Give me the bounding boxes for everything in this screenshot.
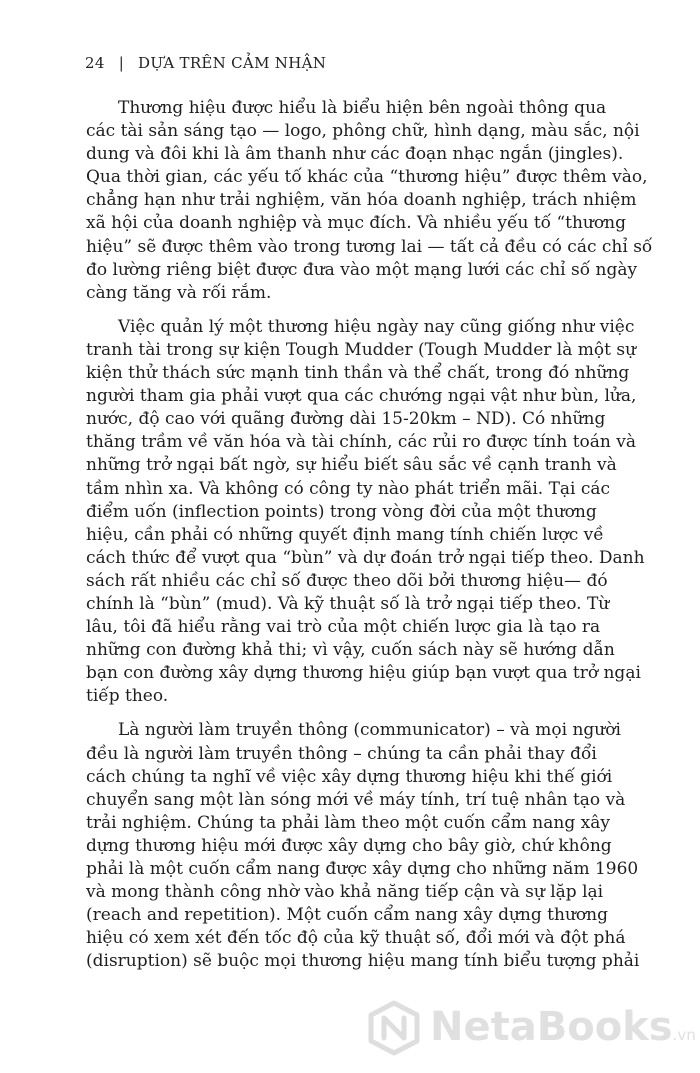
text-line: hiệu” sẽ được thêm vào trong tương lai — tất cả đều có các chỉ số [86,236,653,257]
text-line: bạn con đường xây dựng thương hiệu giúp bạn vượt qua trở ngại [86,663,641,684]
paragraph-1 [86,97,682,305]
page-number: 24 [85,54,105,72]
text-line: cách chúng ta nghĩ về việc xây dựng thương hiệu khi thế giới [86,766,613,787]
text-line: càng tăng và rối rắm. [86,282,272,303]
text-line: xã hội của doanh nghiệp và mục đích. Và nhiều yếu tố “thương [86,213,626,234]
text-line: dung và đôi khi là âm thanh như các đoạn nhạc ngắn (jingles). [86,144,624,165]
body-text [86,97,682,984]
text-line: (disruption) sẽ buộc mọi thương hiệu mang tính biểu tượng phải [86,951,640,972]
netabooks-logo-icon [366,1000,422,1056]
text-line: điểm uốn (inflection points) trong vòng đời của một thương [86,501,597,522]
text-line: tầm nhìn xa. Và không có công ty nào phát triển mãi. Tại các [86,478,611,499]
text-line: sách rất nhiều các chỉ số được theo dõi bởi thương hiệu— đó [86,570,608,591]
text-line: Thương hiệu được hiểu là biểu hiện bên ngoài thông qua [118,98,607,118]
text-line: chuyển sang một làn sóng mới về máy tính, trí tuệ nhân tạo và [86,789,626,810]
text-line: tiếp theo. [86,686,169,707]
text-line: trải nghiệm. Chúng ta phải làm theo một cuốn cẩm nang xây [86,812,610,833]
text-line: Qua thời gian, các yếu tố khác của “thương hiệu” được thêm vào, [86,167,648,188]
text-line: các tài sản sáng tạo — logo, phông chữ, hình dạng, màu sắc, nội [86,121,640,142]
watermark-brand-text: NetaBooks [430,1004,673,1050]
text-line: kiện thử thách sức mạnh tinh thần và thể chất, trong đó những [86,363,630,384]
chapter-title: DỰA TRÊN CẢM NHẬN [138,54,327,72]
text-line: tranh tài trong sự kiện Tough Mudder (Tough Mudder là một sự [86,339,637,360]
text-line: lâu, tôi đã hiểu rằng vai trò của một chiến lược gia là tạo ra [86,617,601,638]
text-line: (reach and repetition). Một cuốn cẩm nang xây dựng thương [86,905,608,926]
paragraph-3 [86,719,682,973]
text-line: cách thức để vượt qua “bùn” và dự đoán trở ngại tiếp theo. Danh [86,547,645,568]
text-line: chính là “bùn” (mud). Và kỹ thuật số là trở ngại tiếp theo. Từ [86,593,610,614]
text-line: những trở ngại bất ngờ, sự hiểu biết sâu sắc về cạnh tranh và [86,455,617,476]
text-line: phải là một cuốn cẩm nang được xây dựng cho những năm 1960 [86,859,639,879]
text-line: chẳng hạn như trải nghiệm, văn hóa doanh nghiệp, trách nhiệm [86,190,637,211]
text-line: Là người làm truyền thông (communicator) – và mọi người [118,720,621,741]
watermark [366,992,696,1064]
text-line: những con đường khả thi; vì vậy, cuốn sách này sẽ hướng dẫn [86,640,615,661]
text-line: nước, độ cao với quãng đường dài 15-20km – ND). Có những [86,409,606,430]
header-separator: | [118,54,125,72]
text-line: hiệu, cần phải có những quyết định mang tính chiến lược về [86,524,604,545]
text-line: hiệu có xem xét đến tốc độ của kỹ thuật số, đổi mới và đột phá [86,928,626,949]
text-line: đều là người làm truyền thông – chúng ta cần phải thay đổi [86,743,597,764]
text-line: thăng trầm về văn hóa và tài chính, các rủi ro được tính toán và [86,432,637,453]
text-line: người tham gia phải vượt qua các chướng ngại vật như bùn, lửa, [86,386,637,407]
watermark-suffix: .vn [672,1026,696,1044]
text-line: dựng thương hiệu mới được xây dựng cho bây giờ, chứ không [86,835,612,856]
text-line: và mong thành công nhờ vào khả năng tiếp cận và sự lặp lại [86,882,604,903]
running-head [85,54,326,72]
text-line: đo lường riêng biệt được đưa vào một mạng lưới các chỉ số ngày [86,259,638,280]
text-line: Việc quản lý một thương hiệu ngày nay cũng giống như việc [118,316,635,337]
watermark-brand [430,1004,696,1050]
paragraph-2 [86,316,682,709]
